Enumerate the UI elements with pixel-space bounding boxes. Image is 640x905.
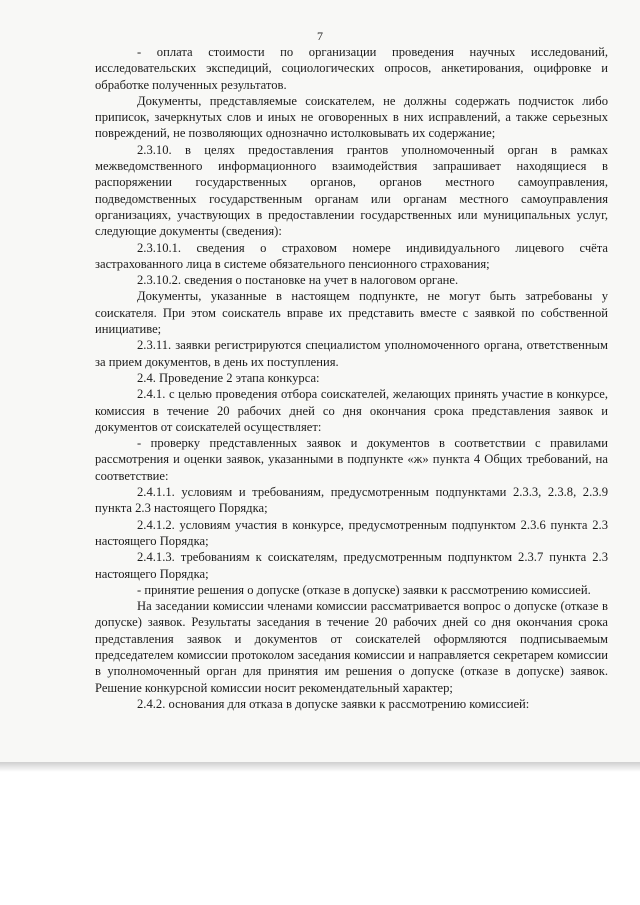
paragraph: 2.3.10.2. сведения о постановке на учет в налоговом органе. <box>137 273 459 288</box>
paragraph: 2.4.1.2. условиям участия в конкурсе, предусмотренным подпунктом 2.3.6 пункта 2.3 настоящего Порядка; <box>95 517 608 548</box>
paragraph: 2.3.11. заявки регистрируются специалистом уполномоченного органа, ответственным за прием документов, в день их поступления. <box>95 338 608 369</box>
page-edge-shadow <box>0 762 640 772</box>
paragraph: 2.4.2. основания для отказа в допуске заявки к рассмотрению комиссией: <box>137 696 530 711</box>
paragraph: 2.4. Проведение 2 этапа конкурса: <box>137 370 320 385</box>
paragraph: Документы, указанные в настоящем подпункте, не могут быть затребованы у соискателя. При этом соискатель вправе их представить вместе с заявкой по собственной инициативе; <box>95 289 608 337</box>
paragraph: - оплата стоимости по организации проведения научных исследований, исследовательских экспедиций, социологических опросов, анкетирования, оцифровке и обработке полученных результатов. <box>95 45 608 92</box>
page-number: 7 <box>317 29 323 43</box>
paragraph: На заседании комиссии членами комиссии рассматривается вопрос о допуске (отказе в допуске) заявок. Результаты заседания в течение 20 рабочих дней со дня окончания срока представления заявок и документов от соискателей оформляются подписываемым председателем комиссии протоколом заседания комиссии и направляется секретарем комиссии в уполномоченный орган для принятия им решения о допуске (отказе в допуске) заявок. Решение конкурсной комиссии носит рекомендательный характер; <box>95 599 608 695</box>
paragraph: 2.3.10.1. сведения о страховом номере индивидуального лицевого счёта застрахованного лица в системе обязательного пенсионного страхования; <box>95 240 608 271</box>
paragraph: 2.4.1. с целью проведения отбора соискателей, желающих принять участие в конкурсе, комиссия в течение 20 рабочих дней со дня окончания срока представления заявок и документов от соискателей осуществляет: <box>95 387 608 434</box>
paragraph: - проверку представленных заявок и документов в соответствии с правилами рассмотрения и оценки заявок, указанными в подпункте «ж» пункта 4 Общих требований, на соответствие: <box>95 436 608 483</box>
paragraph: 2.4.1.3. требованиям к соискателям, предусмотренным подпунктом 2.3.7 пункта 2.3 настоящего Порядка; <box>95 550 608 581</box>
paragraph: Документы, представляемые соискателем, не должны содержать подчисток либо приписок, зачеркнутых слов и иных не оговоренных в них исправлений, а также серьезных повреждений, не позволяющих однозначно истолковывать их содержание; <box>95 93 608 141</box>
paragraph: 2.3.10. в целях предоставления грантов уполномоченный орган в рамках межведомственного информационного взаимодействия запрашивает находящиеся в распоряжении государственных органов, органов местного самоуправления, подведомственных государственным органам или органам местного самоуправления организациях, участвующих в предоставлении государственных или муниципальных услуг, следующие документы (сведения): <box>95 142 608 239</box>
paragraph: 2.4.1.1. условиям и требованиям, предусмотренным подпунктами 2.3.3, 2.3.8, 2.3.9 пункта 2.3 настоящего Порядка; <box>95 485 608 516</box>
document-body <box>95 44 608 712</box>
paragraph: - принятие решения о допуске (отказе в допуске) заявки к рассмотрению комиссией. <box>137 582 591 597</box>
